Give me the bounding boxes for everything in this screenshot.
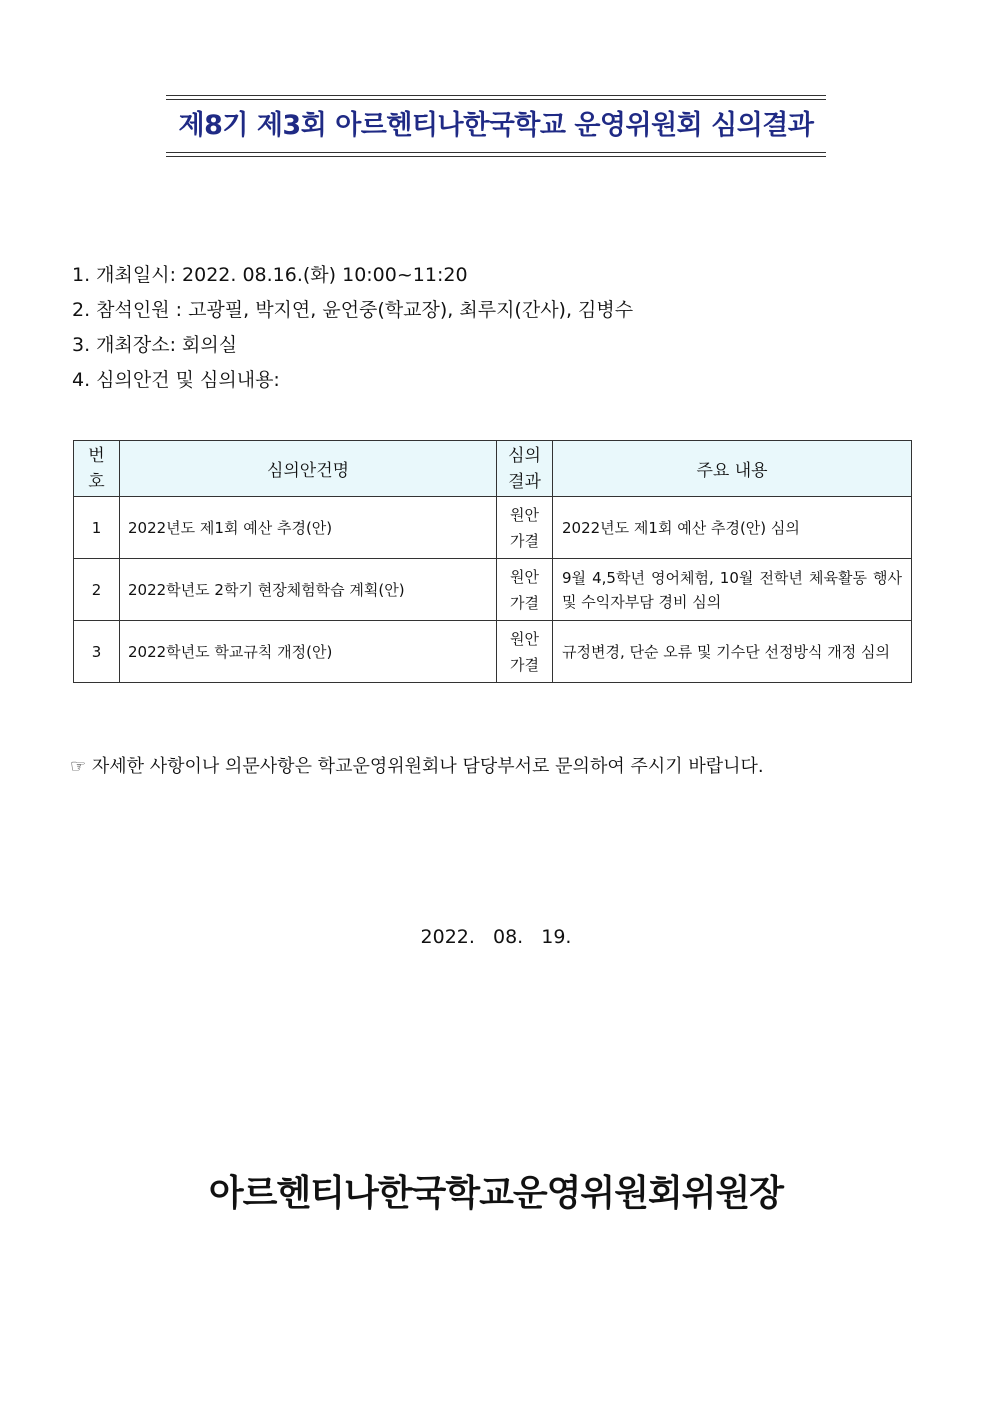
table-row <box>74 497 912 559</box>
row-num: 3 <box>74 621 120 683</box>
row-num: 1 <box>74 497 120 559</box>
row-name: 2022학년도 학교규칙 개정(안) <box>120 621 497 683</box>
document-title: 제8기 제3회 아르헨티나한국학교 운영위원회 심의결과 <box>178 110 814 141</box>
row-name: 2022년도 제1회 예산 추경(안) <box>120 497 497 559</box>
notice-text: ☞ 자세한 사항이나 의문사항은 학교운영위원회나 담당부서로 문의하여 주시기 바랍니다. <box>70 756 764 777</box>
table-row <box>74 559 912 621</box>
signature-line: 아르헨티나한국학교운영위원회위원장 <box>208 1173 784 1214</box>
header-content: 주요 내용 <box>553 441 912 497</box>
title-box <box>166 95 826 157</box>
meeting-date-line: 1. 개최일시: 2022. 08.16.(화) 10:00~11:20 <box>72 264 468 286</box>
row-result: 원안 가결 <box>497 497 553 559</box>
meeting-place-line: 3. 개최장소: 회의실 <box>72 334 238 356</box>
table-header-row <box>74 441 912 497</box>
header-num: 번 호 <box>74 441 120 497</box>
row-content: 규정변경, 단순 오류 및 기수단 선정방식 개정 심의 <box>553 621 912 683</box>
row-num: 2 <box>74 559 120 621</box>
agenda-heading-line: 4. 심의안건 및 심의내용: <box>72 369 280 391</box>
issue-date: 2022. 08. 19. <box>420 926 572 948</box>
header-result: 심의 결과 <box>497 441 553 497</box>
header-name: 심의안건명 <box>120 441 497 497</box>
row-content: 2022년도 제1회 예산 추경(안) 심의 <box>553 497 912 559</box>
title-rule-bottom-2 <box>166 156 826 157</box>
row-result: 원안 가결 <box>497 559 553 621</box>
row-name: 2022학년도 2학기 현장체험학습 계획(안) <box>120 559 497 621</box>
row-content: 9월 4,5학년 영어체험, 10월 전학년 체육활동 행사 및 수익자부담 경비 심의 <box>553 559 912 621</box>
attendees-line: 2. 참석인원 : 고광필, 박지연, 윤언중(학교장), 최루지(간사), 김병수 <box>72 299 634 321</box>
table-row <box>74 621 912 683</box>
meeting-info <box>72 258 633 398</box>
title-rule-bottom-1 <box>166 152 826 153</box>
row-result: 원안 가결 <box>497 621 553 683</box>
agenda-table <box>73 440 912 683</box>
